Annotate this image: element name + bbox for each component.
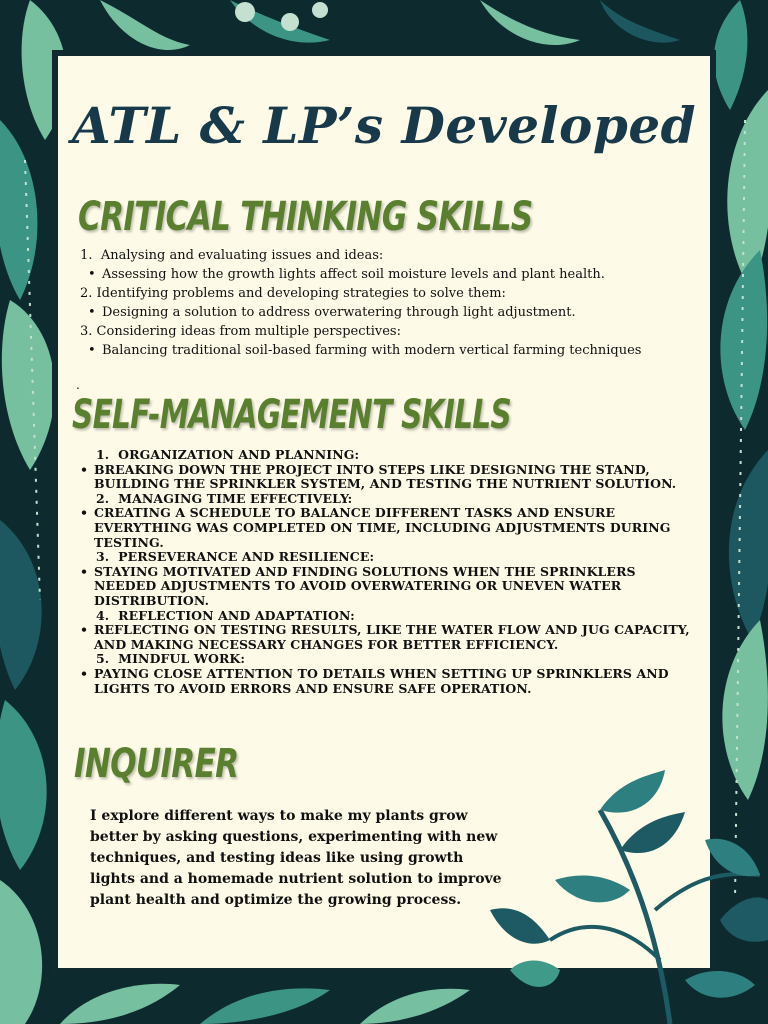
list-item: 5. MINDFUL WORK: bbox=[96, 651, 246, 667]
list-item: • Assessing how the growth lights affect soil moisture levels and plant health. bbox=[76, 265, 706, 284]
list-item: 1. Analysing and evaluating issues and ideas: bbox=[80, 248, 384, 263]
self-management-heading: SELF-MANAGEMENT SKILLS bbox=[72, 392, 511, 438]
list-item: 4. REFLECTION AND ADAPTATION: bbox=[96, 607, 355, 623]
list-item: • PAYING CLOSE ATTENTION TO DETAILS WHEN SETTING UP SPRINKLERS AND LIGHTS TO AVOID ERRORS AND ENSURE SAFE OPERATION. bbox=[80, 667, 690, 696]
leaf-branch-icon bbox=[470, 770, 768, 1024]
critical-thinking-heading: CRITICAL THINKING SKILLS bbox=[78, 194, 533, 240]
list-item: 3. Considering ideas from multiple perspectives: bbox=[80, 324, 401, 339]
inquirer-paragraph: I explore different ways to make my plants grow better by asking questions, experimenting with new techniques, and testing ideas like using growth lights and a homemade nutrient solution to improve plant health and optimize the growing process. bbox=[90, 808, 502, 908]
list-item: 2. MANAGING TIME EFFECTIVELY: bbox=[96, 490, 353, 506]
critical-thinking-list bbox=[76, 246, 706, 360]
list-item: 1. ORGANIZATION AND PLANNING: bbox=[96, 447, 360, 462]
self-management-list bbox=[80, 448, 690, 696]
inquirer-heading: INQUIRER bbox=[74, 741, 239, 787]
list-item: 3. PERSEVERANCE AND RESILIENCE: bbox=[96, 549, 375, 565]
list-item: • Balancing traditional soil-based farming with modern vertical farming techniques bbox=[76, 341, 706, 360]
list-item: • BREAKING DOWN THE PROJECT INTO STEPS LIKE DESIGNING THE STAND, BUILDING THE SPRINKLER SYSTEM, AND TESTING THE NUTRIENT SOLUTION. bbox=[80, 463, 690, 492]
page-title: ATL & LP’s Developed bbox=[71, 96, 697, 155]
list-item: • CREATING A SCHEDULE TO BALANCE DIFFERENT TASKS AND ENSURE EVERYTHING WAS COMPLETED ON TIME, INCLUDING ADJUSTMENTS DURING TESTING. bbox=[80, 506, 690, 550]
list-item: 2. Identifying problems and developing strategies to solve them: bbox=[80, 286, 506, 301]
trailing-mark: . bbox=[76, 378, 80, 392]
list-item: • REFLECTING ON TESTING RESULTS, LIKE THE WATER FLOW AND JUG CAPACITY, AND MAKING NECESSARY CHANGES FOR BETTER EFFICIENCY. bbox=[80, 623, 690, 652]
list-item: • Designing a solution to address overwatering through light adjustment. bbox=[76, 303, 706, 322]
list-item: • STAYING MOTIVATED AND FINDING SOLUTIONS WHEN THE SPRINKLERS NEEDED ADJUSTMENTS TO AVOID OVERWATERING OR UNEVEN WATER DISTRIBUTION. bbox=[80, 565, 690, 609]
